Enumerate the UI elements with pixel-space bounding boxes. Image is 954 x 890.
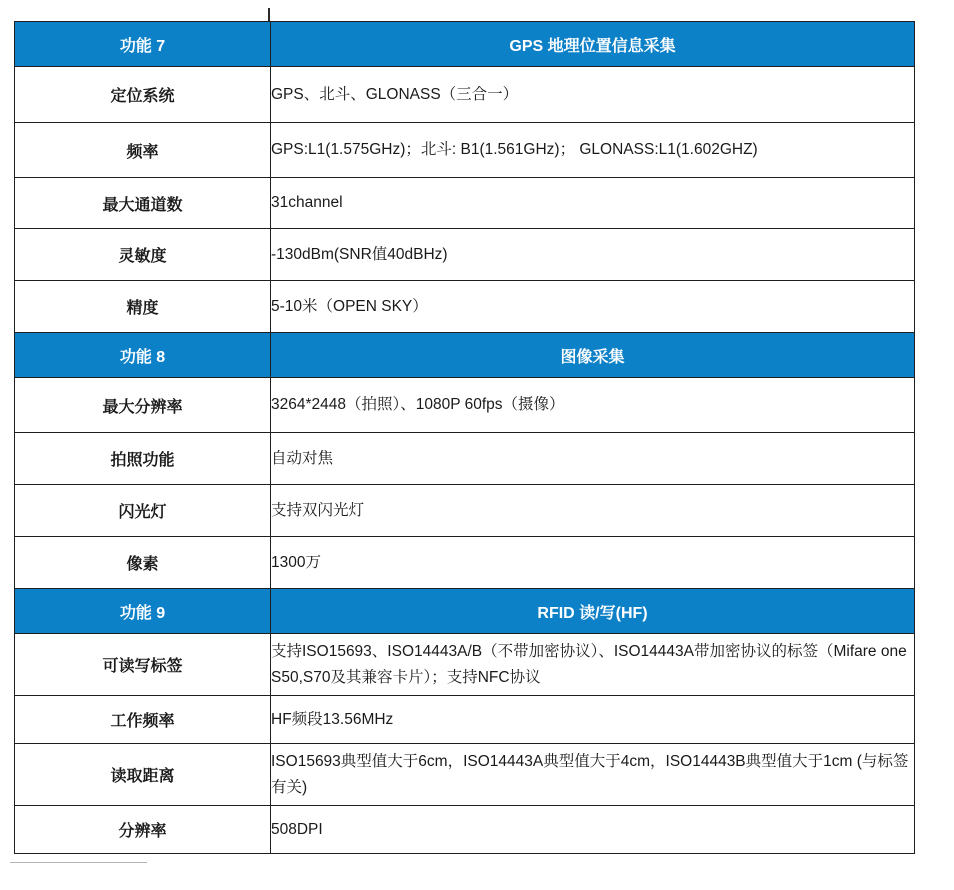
spec-value-cell: 1300万 [271,537,915,589]
spec-label-cell: 拍照功能 [15,433,271,485]
spec-row [15,433,915,485]
spec-value-cell: ISO15693典型值大于6cm，ISO14443A典型值大于4cm，ISO14443B典型值大于1cm (与标签有关) [271,744,915,806]
spec-row [15,281,915,333]
section-header-row [15,22,915,67]
spec-row [15,537,915,589]
section-header-right: RFID 读/写(HF) [271,589,915,634]
spec-row [15,696,915,744]
spec-label-cell: 最大分辨率 [15,378,271,433]
spec-label-cell: 工作频率 [15,696,271,744]
spec-label-cell: 精度 [15,281,271,333]
section-header-right: 图像采集 [271,333,915,378]
spec-label-cell: 读取距离 [15,744,271,806]
spec-value-cell: 自动对焦 [271,433,915,485]
spec-row [15,485,915,537]
spec-label-cell: 灵敏度 [15,229,271,281]
column-divider-stub [268,8,270,22]
spec-value-cell: 5-10米（OPEN SKY） [271,281,915,333]
spec-label-cell: 分辨率 [15,806,271,854]
spec-row [15,634,915,696]
spec-value-cell: GPS:L1(1.575GHz)；北斗: B1(1.561GHz)； GLONASS:L1(1.602GHZ) [271,123,915,178]
spec-row [15,378,915,433]
section-header-left: 功能 8 [15,333,271,378]
spec-value-cell: 508DPI [271,806,915,854]
spec-row [15,744,915,806]
section-header-left: 功能 9 [15,589,271,634]
spec-row [15,806,915,854]
spec-label-cell: 闪光灯 [15,485,271,537]
section-header-row [15,589,915,634]
section-header-row [15,333,915,378]
section-header-left: 功能 7 [15,22,271,67]
spec-value-cell: GPS、北斗、GLONASS（三合一） [271,67,915,123]
spec-label-cell: 最大通道数 [15,178,271,229]
spec-row [15,229,915,281]
spec-value-cell: HF频段13.56MHz [271,696,915,744]
page-bottom-rule [10,862,147,863]
spec-row [15,123,915,178]
spec-row [15,178,915,229]
section-header-right: GPS 地理位置信息采集 [271,22,915,67]
spec-row [15,67,915,123]
spec-value-cell: 3264*2448（拍照）、1080P 60fps（摄像） [271,378,915,433]
spec-value-cell: 支持双闪光灯 [271,485,915,537]
spec-value-cell: 31channel [271,178,915,229]
spec-label-cell: 像素 [15,537,271,589]
spec-table [14,21,915,854]
spec-label-cell: 可读写标签 [15,634,271,696]
spec-label-cell: 频率 [15,123,271,178]
spec-label-cell: 定位系统 [15,67,271,123]
spec-value-cell: 支持ISO15693、ISO14443A/B（不带加密协议）、ISO14443A带加密协议的标签（Mifare one S50,S70及其兼容卡片）；支持NFC协议 [271,634,915,696]
spec-value-cell: -130dBm(SNR值40dBHz) [271,229,915,281]
